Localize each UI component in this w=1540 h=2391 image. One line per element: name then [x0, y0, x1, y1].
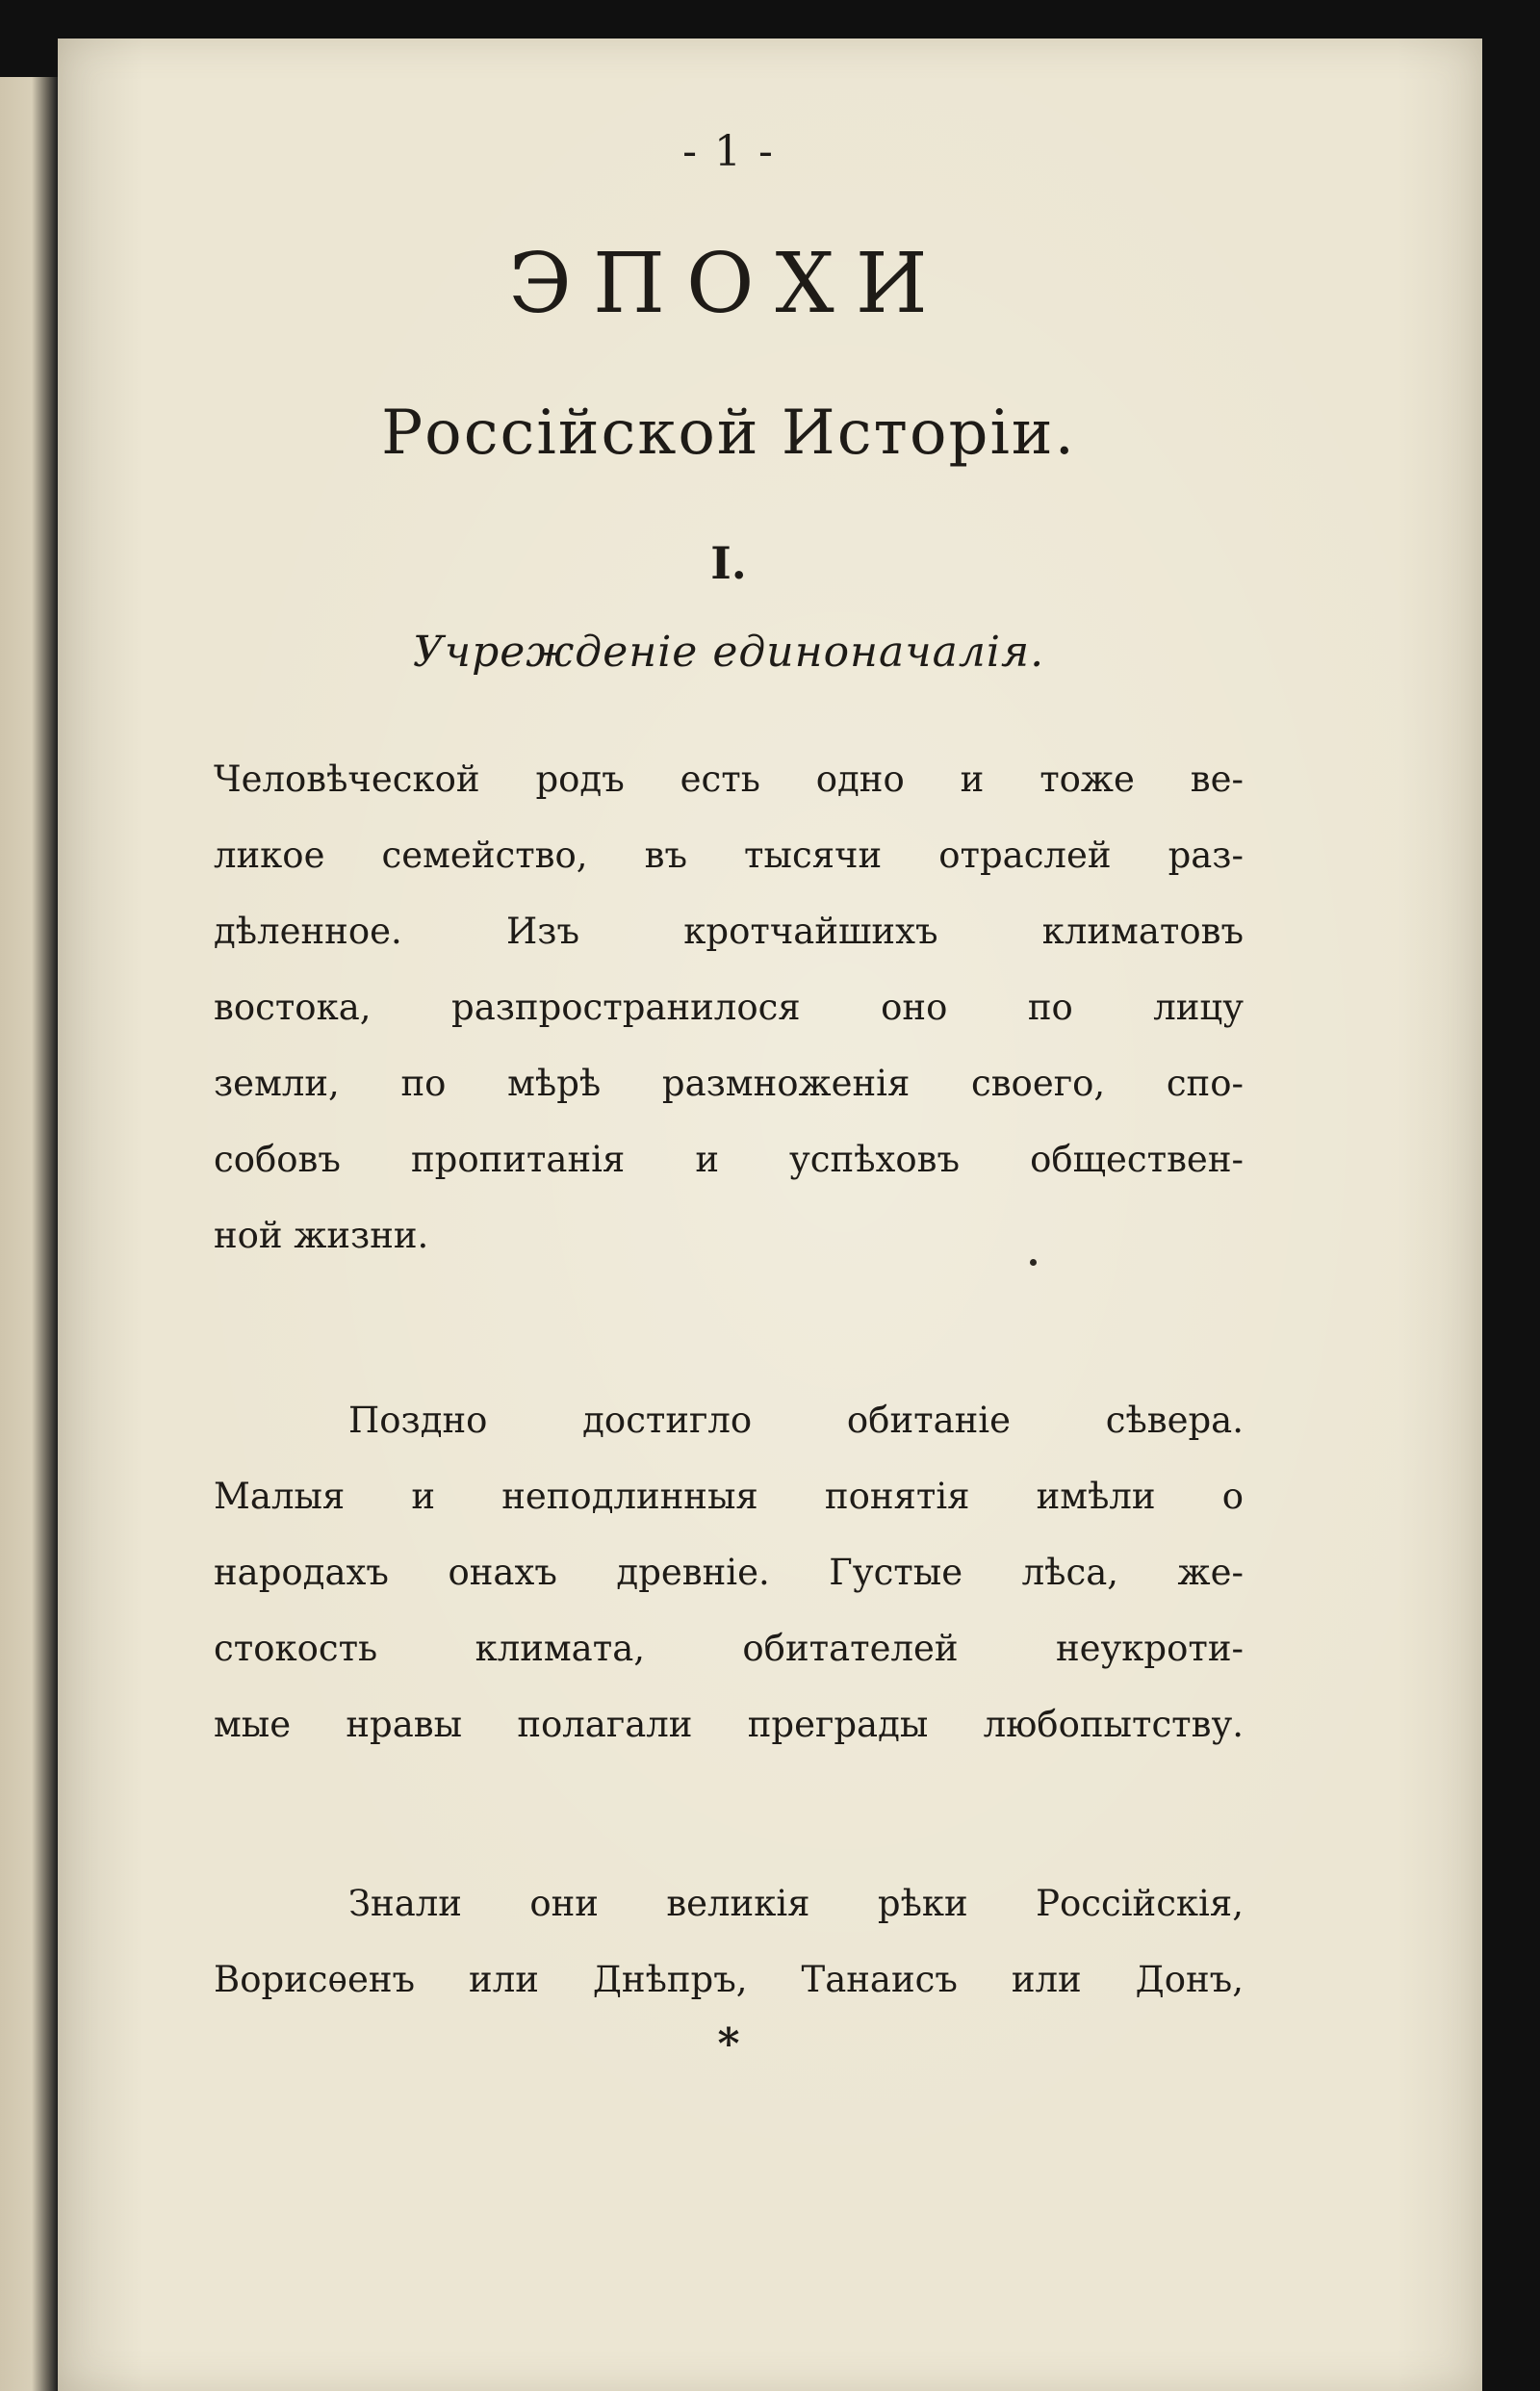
text-line: дѣленное. Изъ кротчайшихъ климатовъ: [214, 911, 1244, 952]
text-line: востока, разпространилося оно по лицу: [214, 987, 1244, 1028]
signature-mark: *: [717, 2019, 740, 2069]
page-number: - 1 -: [682, 127, 775, 176]
text-line: собовъ пропитанія и успѣховъ обществен-: [214, 1139, 1244, 1180]
text-line: ликое семейство, въ тысячи отраслей раз-: [214, 835, 1244, 876]
text-line: Человѣческой родъ есть одно и тоже ве-: [214, 758, 1244, 800]
paragraph-2: [214, 1382, 1244, 1762]
page-title: ЭПОХИ: [508, 236, 949, 332]
previous-page-edge: [0, 77, 58, 2391]
chapter-title: Учрежденіе единоначалія.: [412, 628, 1045, 677]
text-line: ной жизни.: [214, 1215, 429, 1256]
text-line: земли, по мѣрѣ размноженія своего, спо-: [214, 1063, 1244, 1104]
text-line: Ворисѳенъ или Днѣпръ, Танаисъ или Донъ,: [214, 1959, 1244, 2000]
text-line: стокость климата, обитателей неукроти-: [214, 1628, 1244, 1669]
text-line: Поздно достигло обитаніе сѣвера.: [348, 1400, 1244, 1441]
paragraph-3: [214, 1865, 1244, 2018]
text-line: Малыя и неподлинныя понятія имѣли о: [214, 1476, 1244, 1517]
text-line: народахъ онахъ древніе. Густые лѣса, же-: [214, 1552, 1244, 1593]
page-subtitle: Россійской Исторіи.: [381, 398, 1076, 469]
text-line: мые нравы полагали преграды любопытству.: [214, 1704, 1244, 1745]
chapter-number: I.: [710, 537, 747, 589]
stray-dot-mark: [1030, 1259, 1037, 1266]
paragraph-1: [214, 741, 1244, 1273]
book-page: [58, 39, 1482, 2391]
text-line: Знали они великія рѣки Россійскія,: [348, 1883, 1244, 1924]
